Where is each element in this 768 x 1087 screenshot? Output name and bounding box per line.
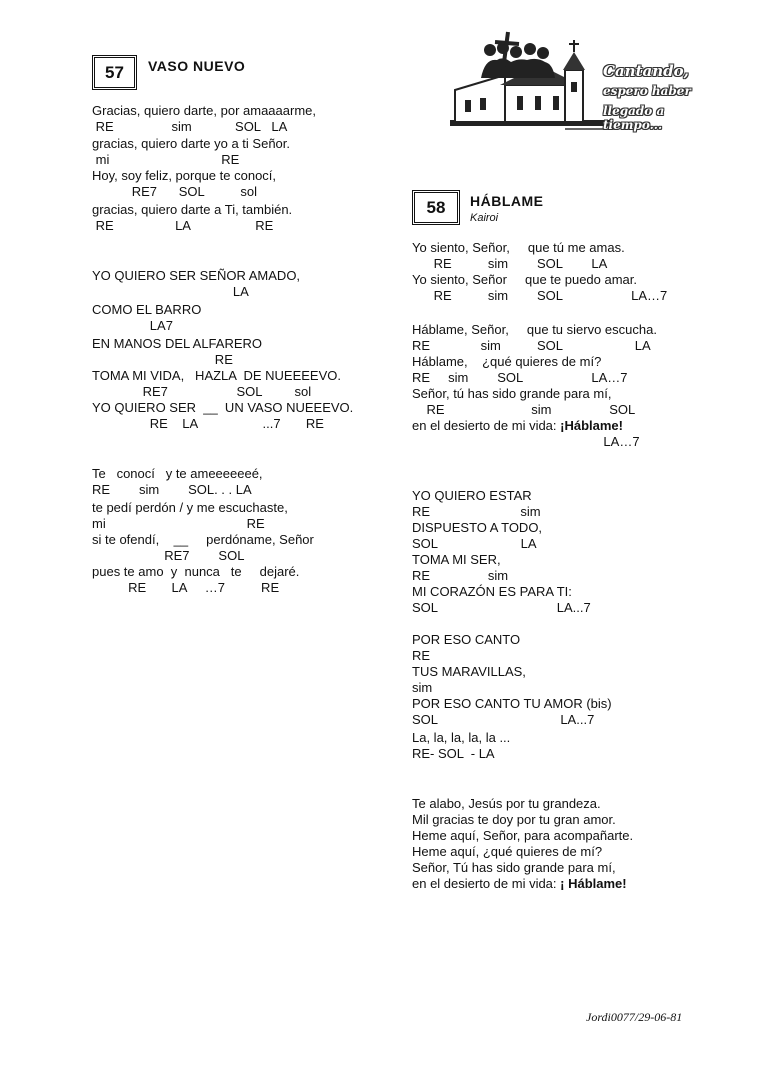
lyric-line: YO QUIERO ESTAR (412, 488, 532, 503)
lyric-line: si te ofendí, __ perdóname, Señor (92, 532, 314, 547)
lyric-line: te pedí perdón / y me escuchaste, (92, 500, 288, 515)
emphasis: ¡Háblame! (560, 418, 623, 433)
lyric-line: en el desierto de mi vida: ¡ Háblame! (412, 876, 627, 891)
page-footer: Jordi0077/29-06-81 (586, 1010, 683, 1024)
church-logo (445, 30, 720, 140)
lyric-line: Te conocí y te ameeeeeeé, (92, 466, 263, 481)
lyric-line: DISPUESTO A TODO, (412, 520, 543, 535)
lyric-line: RE LA …7 RE (92, 580, 280, 595)
lyric-line: sim (412, 680, 433, 695)
logo-line-1: Cantando, (603, 62, 689, 80)
song-number-box (412, 190, 460, 225)
lyric-line: RE7 SOL (92, 548, 245, 563)
lyric-line: Hoy, soy feliz, porque te conocí, (92, 168, 277, 183)
lyric-line: LA…7 (412, 434, 640, 449)
lyric-line: MI CORAZÓN ES PARA TI: (412, 584, 572, 599)
lyric-line: RE sim SOL. . . LA (92, 482, 252, 497)
logo-line-3: llegado a tiempo... (603, 104, 665, 132)
lyric-line: YO QUIERO SER __ UN VASO NUEEEVO. (92, 400, 354, 415)
lyric-line: RE7 SOL sol (92, 384, 312, 399)
lyric-line: RE7 SOL sol (92, 184, 257, 199)
lyric-line: RE sim SOL LA (92, 119, 288, 134)
lyric-line: Háblame, Señor, que tu siervo escucha. (412, 322, 657, 337)
song-author: Kairoi (470, 212, 499, 224)
lyric-line: RE sim SOL LA…7 (412, 370, 628, 385)
lyric-line: Te alabo, Jesús por tu grandeza. (412, 796, 601, 811)
lyric-line: RE- SOL - LA (412, 746, 495, 761)
lyric-line: SOL LA (412, 536, 537, 551)
lyric-line: RE sim (412, 568, 509, 583)
lyric-line: Háblame, ¿qué quieres de mí? (412, 354, 602, 369)
lyric-line: POR ESO CANTO TU AMOR (bis) (412, 696, 612, 711)
lyric-line: POR ESO CANTO (412, 632, 521, 647)
lyric-line: mi RE (92, 516, 265, 531)
lyric-line: Heme aquí, Señor, para acompañarte. (412, 828, 634, 843)
lyric-line: Gracias, quiero darte, por amaaaarme, (92, 103, 316, 118)
lyric-line: RE LA RE (92, 218, 274, 233)
lyric-line: Señor, Tú has sido grande para mí, (412, 860, 616, 875)
lyric-line: RE (92, 352, 233, 367)
lyric-line: gracias, quiero darte yo a ti Señor. (92, 136, 291, 151)
lyric-line: La, la, la, la, la ... (412, 730, 511, 745)
lyric-line: RE sim SOL (412, 402, 636, 417)
song-title: VASO NUEVO (148, 58, 246, 74)
lyric-line: pues te amo y nunca te dejaré. (92, 564, 300, 579)
lyric-line: en el desierto de mi vida: ¡Háblame! (412, 418, 623, 433)
lyric-line: RE LA ...7 RE (92, 416, 324, 431)
lyric-line: RE sim (412, 504, 541, 519)
lyric-line: RE sim SOL LA (412, 256, 608, 271)
lyric-line: TOMA MI VIDA, HAZLA DE NUEEEEVO. (92, 368, 341, 383)
lyric-line: Yo siento, Señor que te puedo amar. (412, 272, 638, 287)
lyric-line: SOL LA...7 (412, 712, 595, 727)
lyric-line: Mil gracias te doy por tu gran amor. (412, 812, 616, 827)
lyric-line: Yo siento, Señor, que tú me amas. (412, 240, 625, 255)
lyric-line: YO QUIERO SER SEÑOR AMADO, (92, 268, 301, 283)
lyric-line: Heme aquí, ¿qué quieres de mí? (412, 844, 603, 859)
lyric-line: SOL LA...7 (412, 600, 591, 615)
lyric-line: RE (412, 648, 431, 663)
lyric-line: TOMA MI SER, (412, 552, 501, 567)
lyric-line: EN MANOS DEL ALFARERO (92, 336, 263, 351)
lyric-line: LA7 (92, 318, 173, 333)
emphasis: ¡ Háblame! (560, 876, 627, 891)
lyric-line: TUS MARAVILLAS, (412, 664, 526, 679)
lyric-line: gracias, quiero darte a Ti, también. (92, 202, 293, 217)
lyric-line: mi RE (92, 152, 240, 167)
lyric-line: RE sim SOL LA (412, 338, 651, 353)
song-number: 57 (105, 63, 124, 82)
logo-line-2: espero haber (603, 84, 691, 98)
lyric-line: RE sim SOL LA…7 (412, 288, 668, 303)
lyric-line: Señor, tú has sido grande para mí, (412, 386, 612, 401)
lyric-line: LA (92, 284, 249, 299)
song-title: HÁBLAME (470, 193, 544, 209)
song-number-box (92, 55, 137, 90)
lyric-line: COMO EL BARRO (92, 302, 202, 317)
song-number: 58 (426, 198, 446, 217)
